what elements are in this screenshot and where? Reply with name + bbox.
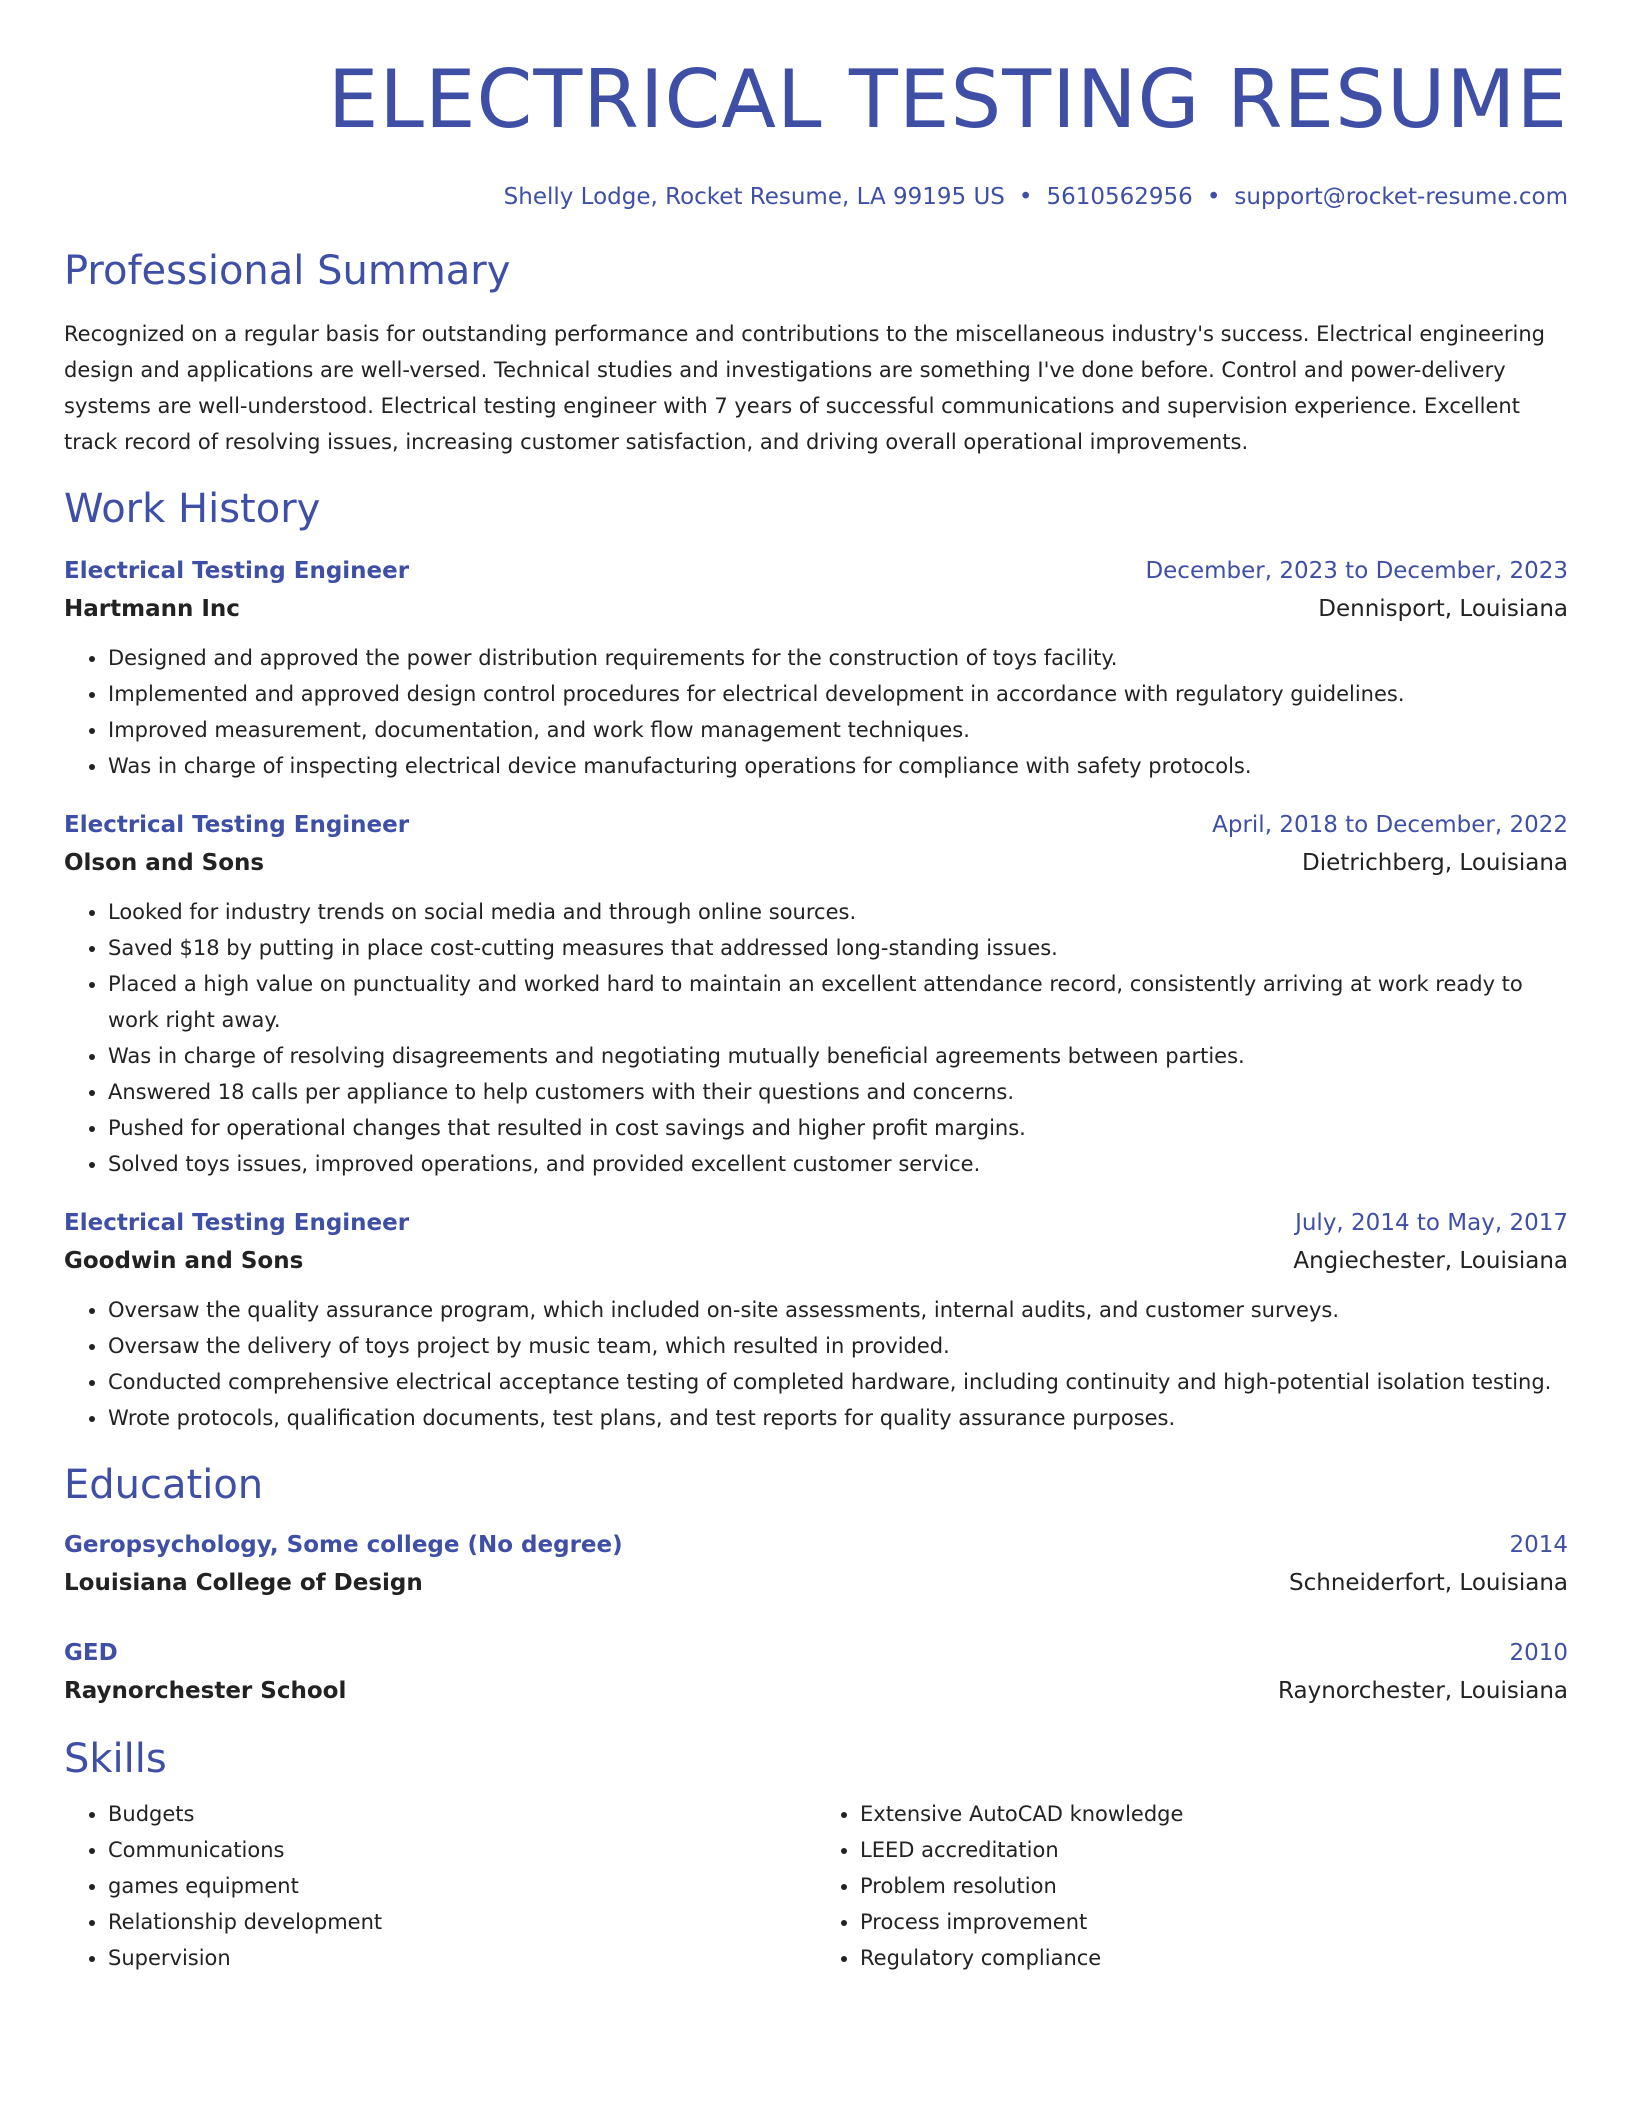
- education-degree: Geropsychology, Some college (No degree): [64, 1532, 623, 1558]
- list-item: • Was in charge of inspecting electrical device manufacturing operations for compliance with safety protocols.: [108, 748, 1568, 784]
- summary-text: Recognized on a regular basis for outstanding performance and contributions to the miscellaneous industry's success. Electrical engineering design and applications are well-versed. Technical studies and investigations are something I've done before. Control and power-delivery systems are well-understood. Electrical testing engineer with 7 years of successful communications and supervision experience. Excellent track record of resolving issues, increasing customer satisfaction, and driving overall operational improvements.: [64, 322, 1545, 454]
- list-item: • Supervision: [108, 1940, 816, 1976]
- job-location: Angiechester, Louisiana: [1293, 1248, 1568, 1274]
- job-entry: [64, 1204, 1568, 1436]
- job-header: [64, 552, 1568, 590]
- skills-list-left: [64, 1796, 816, 1976]
- education-degree: GED: [64, 1640, 118, 1666]
- education-entry: [64, 1634, 1568, 1710]
- skills-section: [64, 1734, 1568, 1976]
- list-item: • games equipment: [108, 1868, 816, 1904]
- education-section: [64, 1460, 1568, 1710]
- job-dates: July, 2014 to May, 2017: [1295, 1210, 1568, 1236]
- job-company: Goodwin and Sons: [64, 1248, 304, 1274]
- job-bullets: [64, 1292, 1568, 1436]
- job-company: Olson and Sons: [64, 850, 265, 876]
- education-subheader: [64, 1564, 1568, 1602]
- education-school: Raynorchester School: [64, 1678, 347, 1704]
- job-title: Electrical Testing Engineer: [64, 812, 410, 838]
- education-location: Schneiderfort, Louisiana: [1289, 1570, 1568, 1596]
- education-heading: Education: [64, 1462, 264, 1508]
- list-item: • Pushed for operational changes that resulted in cost savings and higher profit margins.: [108, 1110, 1568, 1146]
- education-location: Raynorchester, Louisiana: [1278, 1678, 1568, 1704]
- list-item: • LEED accreditation: [860, 1832, 1568, 1868]
- education-year: 2010: [1509, 1640, 1568, 1666]
- list-item: • Solved toys issues, improved operations, and provided excellent customer service.: [108, 1146, 1568, 1182]
- list-item: • Regulatory compliance: [860, 1940, 1568, 1976]
- list-item: • Budgets: [108, 1796, 816, 1832]
- list-item: • Relationship development: [108, 1904, 816, 1940]
- contact-line: [64, 182, 1568, 212]
- education-header: [64, 1634, 1568, 1672]
- list-item: • Oversaw the delivery of toys project by music team, which resulted in provided.: [108, 1328, 1568, 1364]
- job-entry: [64, 552, 1568, 784]
- list-item: • Conducted comprehensive electrical acceptance testing of completed hardware, including continuity and high-potential isolation testing.: [108, 1364, 1568, 1400]
- job-header: [64, 806, 1568, 844]
- list-item: • Saved $18 by putting in place cost-cutting measures that addressed long-standing issues.: [108, 930, 1568, 966]
- skills-list-right: [816, 1796, 1568, 1976]
- skills-columns: [64, 1796, 1568, 1976]
- list-item: • Process improvement: [860, 1904, 1568, 1940]
- job-subheader: [64, 844, 1568, 882]
- job-title: Electrical Testing Engineer: [64, 1210, 410, 1236]
- job-location: Dennisport, Louisiana: [1318, 596, 1568, 622]
- list-item: • Designed and approved the power distribution requirements for the construction of toys facility.: [108, 640, 1568, 676]
- resume-header: [64, 52, 1568, 212]
- list-item: • Wrote protocols, qualification documents, test plans, and test reports for quality assurance purposes.: [108, 1400, 1568, 1436]
- list-item: • Extensive AutoCAD knowledge: [860, 1796, 1568, 1832]
- job-entry: [64, 806, 1568, 1182]
- job-bullets: [64, 894, 1568, 1182]
- contact-address: Shelly Lodge, Rocket Resume, LA 99195 US: [503, 184, 1005, 210]
- job-title: Electrical Testing Engineer: [64, 558, 410, 584]
- job-company: Hartmann Inc: [64, 596, 240, 622]
- list-item: • Implemented and approved design control procedures for electrical development in accordance with regulatory guidelines.: [108, 676, 1568, 712]
- job-dates: December, 2023 to December, 2023: [1145, 558, 1568, 584]
- list-item: • Placed a high value on punctuality and worked hard to maintain an excellent attendance record, consistently arriving at work ready to work right away.: [108, 966, 1568, 1038]
- contact-phone: 5610562956: [1046, 184, 1193, 210]
- list-item: • Problem resolution: [860, 1868, 1568, 1904]
- work-heading: Work History: [64, 486, 321, 532]
- job-bullets: [64, 640, 1568, 784]
- summary-heading: Professional Summary: [64, 248, 511, 294]
- education-subheader: [64, 1672, 1568, 1710]
- job-subheader: [64, 1242, 1568, 1280]
- contact-separator: •: [1018, 184, 1033, 210]
- education-year: 2014: [1509, 1532, 1568, 1558]
- list-item: • Looked for industry trends on social media and through online sources.: [108, 894, 1568, 930]
- list-item: • Communications: [108, 1832, 816, 1868]
- list-item: • Improved measurement, documentation, and work flow management techniques.: [108, 712, 1568, 748]
- education-header: [64, 1526, 1568, 1564]
- job-dates: April, 2018 to December, 2022: [1212, 812, 1568, 838]
- job-header: [64, 1204, 1568, 1242]
- education-entry: [64, 1526, 1568, 1602]
- work-section: [64, 484, 1568, 1436]
- job-location: Dietrichberg, Louisiana: [1302, 850, 1568, 876]
- job-subheader: [64, 590, 1568, 628]
- contact-email: support@rocket-resume.com: [1234, 184, 1568, 210]
- summary-section: [64, 246, 1568, 460]
- contact-separator: •: [1206, 184, 1221, 210]
- education-school: Louisiana College of Design: [64, 1570, 423, 1596]
- list-item: • Was in charge of resolving disagreements and negotiating mutually beneficial agreements between parties.: [108, 1038, 1568, 1074]
- list-item: • Oversaw the quality assurance program, which included on-site assessments, internal audits, and customer surveys.: [108, 1292, 1568, 1328]
- list-item: • Answered 18 calls per appliance to help customers with their questions and concerns.: [108, 1074, 1568, 1110]
- page-title: ELECTRICAL TESTING RESUME: [327, 53, 1568, 146]
- skills-heading: Skills: [64, 1736, 167, 1782]
